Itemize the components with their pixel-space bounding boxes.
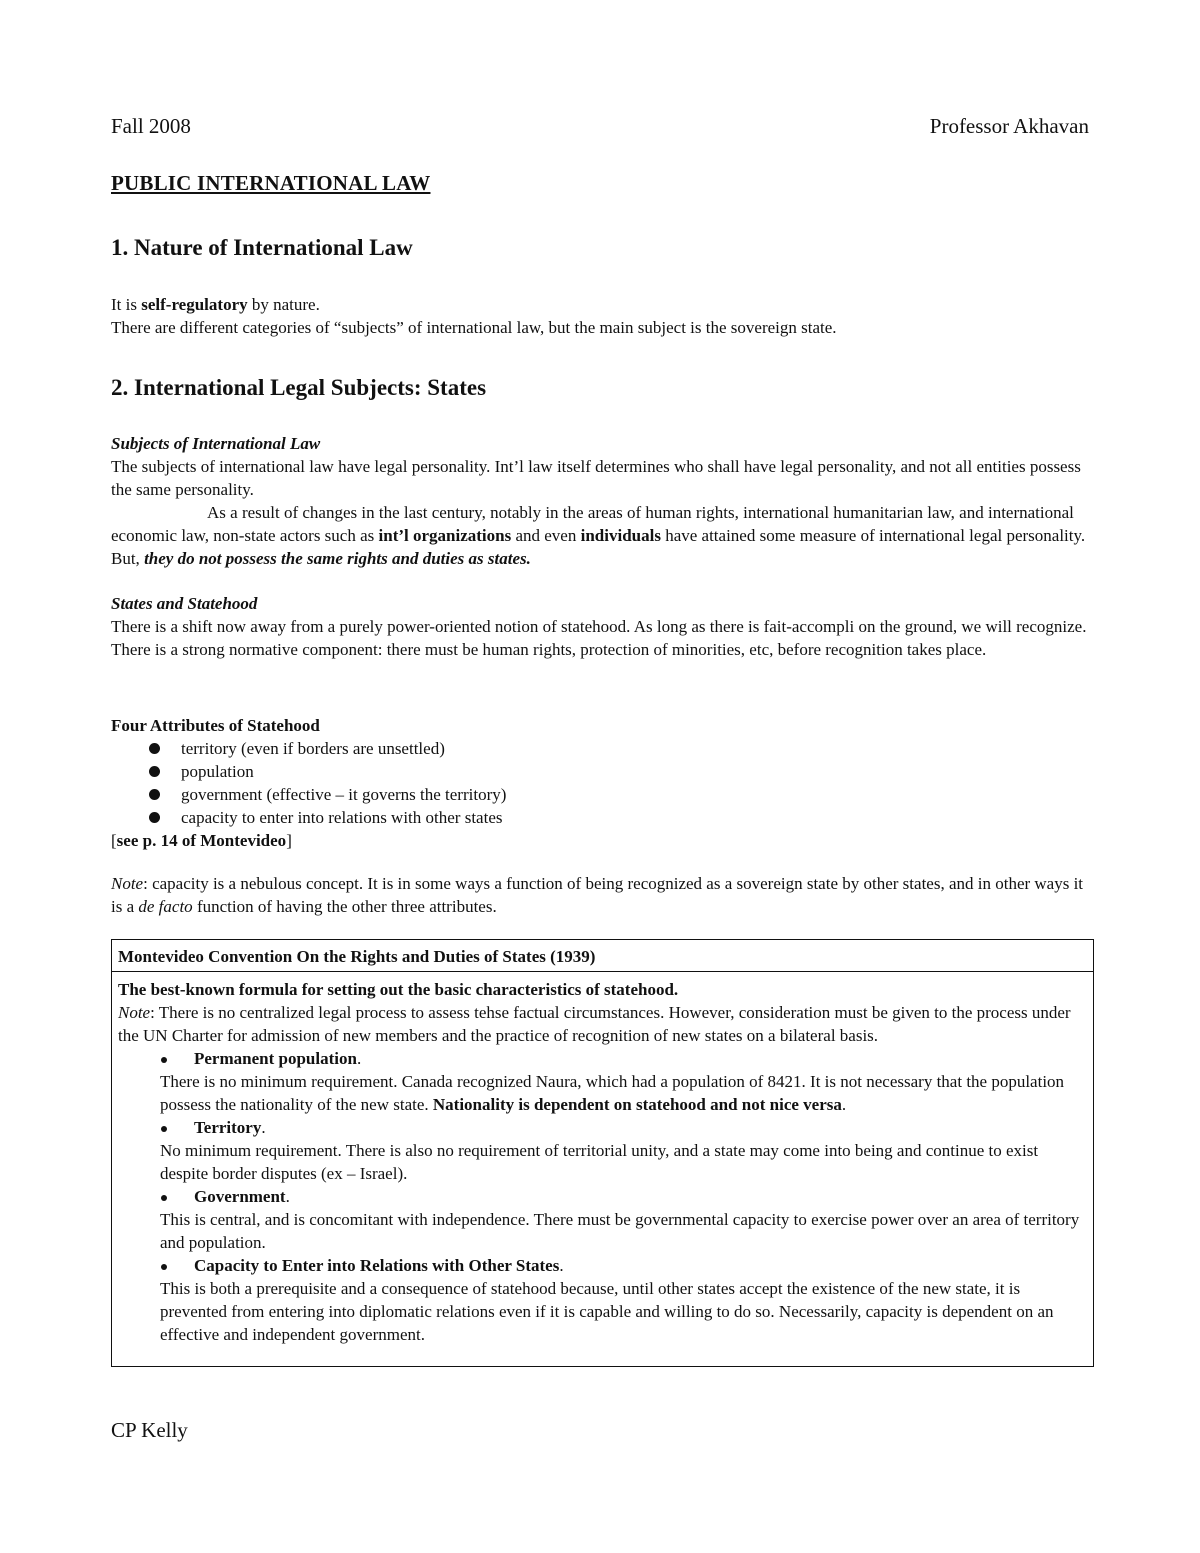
subjects-title: Subjects of International Law <box>111 434 321 453</box>
subjects-block <box>111 432 1091 570</box>
note-label: Note <box>118 1003 151 1022</box>
attribute-text: territory (even if borders are unsettled) <box>181 739 445 758</box>
individuals-term: individuals <box>580 526 661 545</box>
attributes-list <box>111 737 1091 829</box>
header-term: Fall 2008 <box>111 114 191 138</box>
item-title-text: Permanent population <box>194 1049 357 1068</box>
attribute-text: population <box>181 762 254 781</box>
list-item <box>111 806 1091 829</box>
box-item-population <box>118 1047 1087 1116</box>
section-1-heading: 1. Nature of International Law <box>111 235 413 260</box>
text-run: : capacity is a nebulous concept. It is in some ways a function of being recognized as a sovereign state by other states, and in other ways it is a <box>111 874 1084 916</box>
statehood-title: States and Statehood <box>111 594 258 613</box>
attributes-title: Four Attributes of Statehood <box>111 716 320 735</box>
text-run: ] <box>286 831 292 850</box>
attribute-text: capacity to enter into relations with other states <box>181 808 503 827</box>
box-item-text <box>118 1070 1087 1116</box>
item-title-text: Government <box>194 1187 286 1206</box>
bullet-icon <box>149 812 160 823</box>
box-item-capacity <box>118 1254 1087 1346</box>
item-title-text: Territory <box>194 1118 262 1137</box>
box-item-title: Permanent population. <box>118 1047 1087 1070</box>
text-run: . <box>841 1095 847 1114</box>
bullet-icon <box>161 1057 167 1063</box>
montevideo-box <box>111 939 1094 1367</box>
bullet-icon <box>149 743 160 754</box>
text-run: [ <box>111 831 117 850</box>
text-run: function of having the other three attributes. <box>192 897 497 916</box>
bullet-icon <box>149 789 160 800</box>
box-item-territory <box>118 1116 1087 1185</box>
box-item-government <box>118 1185 1087 1254</box>
subjects-paragraph-2 <box>111 501 1091 570</box>
self-regulatory-term: self-regulatory <box>141 295 248 314</box>
text-run: : There is no centralized legal process to assess tehse factual circumstances. However, consideration must be given to the process under the UN Charter for admission of new members and the practice of recognition of new states on a bilateral basis. <box>118 1003 1071 1045</box>
reference-text: see p. 14 of Montevideo <box>116 831 287 850</box>
box-lead: The best-known formula for setting out the basic characteristics of statehood. <box>118 980 679 999</box>
document-title: PUBLIC INTERNATIONAL LAW <box>111 171 431 195</box>
text-run: and even <box>511 526 581 545</box>
subjects-paragraph-1: The subjects of international law have legal personality. Int’l law itself determines who shall have legal personality, and not all entities possess the same personality. <box>111 457 1081 499</box>
footer-author: CP Kelly <box>111 1418 188 1442</box>
box-item-text: No minimum requirement. There is also no requirement of territorial unity, and a state may come into being and continue to exist despite border disputes (ex – Israel). <box>160 1141 1039 1183</box>
note-paragraph <box>111 872 1091 918</box>
item-title-text: Capacity to Enter into Relations with Other States <box>194 1256 560 1275</box>
box-note <box>118 1001 1087 1047</box>
list-item <box>111 760 1091 783</box>
statehood-block <box>111 592 1091 661</box>
note-block <box>111 872 1091 918</box>
section-1-line-2: There are different categories of “subjects” of international law, but the main subject is the sovereign state. <box>111 318 837 337</box>
box-body <box>112 972 1093 1346</box>
bullet-icon <box>161 1126 167 1132</box>
attribute-text: government (effective – it governs the territory) <box>181 785 507 804</box>
text-run: There is no minimum requirement. Canada recognized Naura, which had a population of 8421. It is not necessary that the population possess the nationality of the new state. <box>160 1072 1065 1114</box>
header-professor: Professor Akhavan <box>929 114 1089 138</box>
section-2-heading: 2. International Legal Subjects: States <box>111 375 487 400</box>
text-run: It is <box>111 295 142 314</box>
text-run: have attained some measure of international legal personality. But, <box>111 526 1086 568</box>
note-label: Note <box>111 874 144 893</box>
bullet-icon <box>161 1195 167 1201</box>
box-header: Montevideo Convention On the Rights and Duties of States (1939) <box>112 940 1093 972</box>
list-item <box>111 783 1091 806</box>
box-item-title: Government. <box>118 1185 1087 1208</box>
section-1-line-1 <box>111 293 1091 316</box>
de-facto-term: de facto <box>138 897 193 916</box>
intl-organizations-term: int’l organizations <box>378 526 512 545</box>
nationality-emphasis: Nationality is dependent on statehood and not nice versa <box>432 1095 842 1114</box>
box-item-text: This is both a prerequisite and a consequence of statehood because, until other states accept the existence of the new state, it is prevented from entering into diplomatic relations even if it is capable and willing to do so. Necessarily, capacity is dependent on an effective and independent government. <box>160 1279 1054 1344</box>
list-item <box>111 737 1091 760</box>
bullet-icon <box>149 766 160 777</box>
attributes-block <box>111 714 1091 852</box>
text-run: As a result of changes in the last century, notably in the areas of human rights, international humanitarian law, and international economic law, non-state actors such as <box>111 503 1074 545</box>
bullet-icon <box>161 1264 167 1270</box>
text-run: by nature. <box>247 295 320 314</box>
box-item-title: Territory. <box>118 1116 1087 1139</box>
box-item-title: Capacity to Enter into Relations with Other States. <box>118 1254 1087 1277</box>
rights-duties-emphasis: they do not possess the same rights and duties as states. <box>144 549 531 568</box>
statehood-paragraph: There is a shift now away from a purely power-oriented notion of statehood. As long as there is fait-accompli on the ground, we will recognize. There is a strong normative component: there must be human rights, protection of minorities, etc, before recognition takes place. <box>111 617 1087 659</box>
box-item-text: This is central, and is concomitant with independence. There must be governmental capacity to exercise power over an area of territory and population. <box>160 1210 1080 1252</box>
section-1-body <box>111 293 1091 339</box>
montevideo-reference <box>111 829 1091 852</box>
